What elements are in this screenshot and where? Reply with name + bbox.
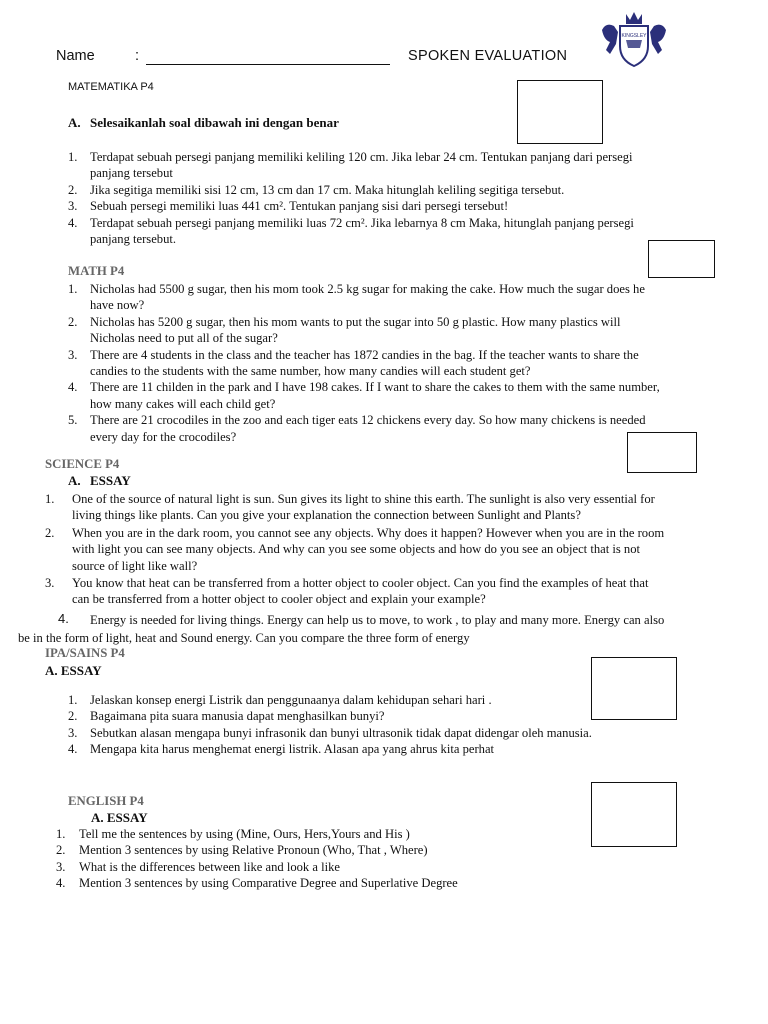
question-number: 1.: [56, 827, 66, 841]
list-item: [68, 741, 668, 757]
question-text: There are 4 students in the class and the teacher has 1872 candies in the bag. If the teacher wants to share the: [90, 347, 639, 362]
question-text: Sebutkan alasan mengapa bunyi infrasonik dan bunyi ultrasonik tidak dapat didengar oleh manusia.: [90, 725, 592, 740]
list-item: [56, 859, 656, 875]
matematika-subject: MATEMATIKA P4: [68, 81, 154, 93]
list-item: [68, 281, 728, 314]
english-section: A. ESSAY: [91, 810, 148, 825]
question-text: source of light like wall?: [72, 558, 198, 573]
question-text: living things like plants. Can you give your explanation the connection between Sunlight and Plants?: [72, 508, 581, 523]
question-text: Mention 3 sentences by using Relative Pronoun (Who, That , Where): [79, 843, 428, 858]
question-number: 2.: [56, 843, 66, 858]
question-text: Jika segitiga memiliki sisi 12 cm, 13 cm dan 17 cm. Maka hitunglah keliling segitiga tersebut.: [90, 182, 565, 197]
matematika-questions: [68, 149, 728, 247]
question-text: Mention 3 sentences by using Comparative Degree and Superlative Degree: [79, 876, 458, 891]
question-number: 1.: [45, 492, 55, 506]
logo-text: KINGSLEY: [621, 33, 647, 39]
list-item: [56, 842, 656, 858]
list-item: [68, 215, 728, 248]
question-number: 3.: [56, 859, 66, 874]
question-number: 2.: [68, 182, 78, 197]
list-item: [68, 347, 728, 380]
question-text: Terdapat sebuah persegi panjang memiliki keliling 120 cm. Jika lebar 24 cm. Tentukan panjang dari persegi: [90, 150, 633, 164]
question-number: 1.: [68, 693, 78, 707]
science-q4-line1: Energy is needed for living things. Energy can help us to move, to work , to play and many more. Energy can also: [90, 613, 665, 627]
list-item: [45, 491, 735, 524]
page-title: SPOKEN EVALUATION: [408, 48, 568, 64]
question-text: Terdapat sebuah persegi panjang memiliki luas 72 cm². Jika lebarnya 8 cm Maka, hitunglah panjang persegi: [90, 215, 634, 230]
ipa-questions: [68, 692, 668, 758]
question-number: 1.: [68, 150, 78, 164]
matematika-score-box[interactable]: [517, 80, 603, 144]
list-item: [56, 826, 656, 842]
english-questions: [56, 826, 656, 892]
list-item: [68, 198, 728, 214]
question-number: 2.: [68, 314, 78, 329]
science-q4-line2: be in the form of light, heat and Sound energy. Can you compare the three form of energy: [18, 631, 470, 645]
list-item: [68, 182, 728, 198]
school-logo: [596, 10, 672, 72]
question-text: panjang tersebut.: [90, 232, 177, 247]
science-subject: SCIENCE P4: [45, 457, 120, 471]
math-score-box[interactable]: [648, 240, 715, 278]
list-item: [68, 725, 668, 741]
matematika-instruction: Selesaikanlah soal dibawah ini dengan benar: [90, 115, 339, 130]
question-text: There are 11 childen in the park and I have 198 cakes. If I want to share the cakes to them with the same number,: [90, 380, 660, 395]
question-text: When you are in the dark room, you cannot see any objects. Why does it happen? However when you are in the room: [72, 525, 665, 540]
science-q4-number: 4.: [58, 611, 69, 626]
question-text: panjang tersebut: [90, 166, 173, 181]
english-subject: ENGLISH P4: [68, 794, 144, 808]
science-score-box[interactable]: [627, 432, 697, 473]
name-label: Name: [56, 48, 95, 64]
list-item: [45, 525, 735, 574]
question-text: can be transferred from a hotter object to cooler object and explain your example?: [72, 592, 486, 607]
question-text: There are 21 crocodiles in the zoo and each tiger eats 12 chickens every day. So how many chickens is needed: [90, 413, 646, 428]
list-item: [45, 575, 735, 608]
question-number: 3.: [45, 576, 55, 591]
question-number: 3.: [68, 725, 78, 740]
question-text: Bagaimana pita suara manusia dapat menghasilkan bunyi?: [90, 709, 385, 724]
question-text: Nicholas need to put all of the sugar?: [90, 331, 278, 346]
question-number: 1.: [68, 282, 78, 296]
question-text: have now?: [90, 298, 145, 313]
question-text: candies to the students with the same number, how many candies will each student get?: [90, 364, 531, 379]
list-item: [68, 708, 668, 724]
question-number: 3.: [68, 347, 78, 362]
list-item: [68, 692, 668, 708]
list-item: [68, 149, 728, 182]
math-subject: MATH P4: [68, 264, 125, 278]
question-text: Nicholas has 5200 g sugar, then his mom wants to put the sugar into 50 g plastic. How many plastics will: [90, 314, 621, 329]
question-text: You know that heat can be transferred from a hotter object to cooler object. Can you find the examples of heat that: [72, 576, 649, 591]
ipa-section: A. ESSAY: [45, 663, 102, 678]
science-questions: [45, 491, 735, 608]
question-text: how many cakes will each child get?: [90, 396, 276, 411]
science-section-title: ESSAY: [90, 473, 131, 488]
question-number: 4.: [68, 215, 78, 230]
ipa-subject: IPA/SAINS P4: [45, 646, 125, 660]
question-text: Sebuah persegi memiliki luas 441 cm². Tentukan panjang sisi dari persegi tersebut!: [90, 199, 509, 214]
question-text: Tell me the sentences by using (Mine, Ours, Hers,Yours and His ): [79, 827, 410, 841]
question-number: 4.: [56, 876, 66, 891]
crest-icon: [596, 10, 672, 72]
question-text: One of the source of natural light is sun. Sun gives its light to shine this earth. The sunlight is also very essential for: [72, 492, 655, 506]
question-text: What is the differences between like and look a like: [79, 859, 340, 874]
question-number: 5.: [68, 413, 78, 428]
name-input-line[interactable]: [146, 64, 390, 65]
question-number: 2.: [45, 525, 55, 540]
question-text: Jelaskan konsep energi Listrik dan penggunaanya dalam kehidupan sehari hari .: [90, 693, 492, 707]
list-item: [68, 379, 728, 412]
question-number: 4.: [68, 380, 78, 395]
question-number: 4.: [68, 742, 78, 757]
matematika-section: A.: [68, 115, 81, 130]
question-number: 2.: [68, 709, 78, 724]
question-text: Nicholas had 5500 g sugar, then his mom took 2.5 kg sugar for making the cake. How much the sugar does he: [90, 282, 645, 296]
science-section: A.: [68, 473, 81, 488]
math-questions: [68, 281, 728, 445]
question-text: every day for the crocodiles?: [90, 429, 237, 444]
question-text: with light you can see many objects. And why can you see some objects and how do you see an object that is not: [72, 542, 640, 557]
name-colon: :: [135, 48, 140, 64]
question-text: Mengapa kita harus menghemat energi listrik. Alasan apa yang ahrus kita perhat: [90, 742, 495, 757]
list-item: [68, 314, 728, 347]
list-item: [56, 875, 656, 891]
question-number: 3.: [68, 199, 78, 214]
